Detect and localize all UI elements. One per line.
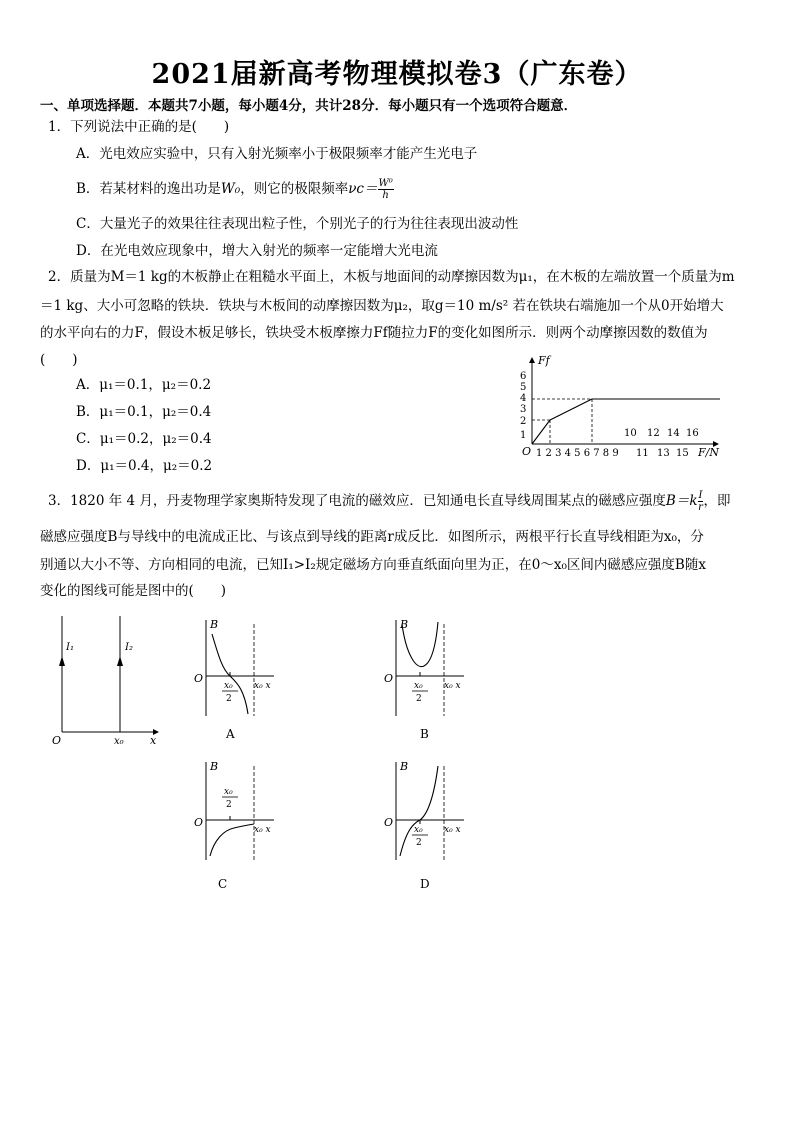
q3-caption-a: A <box>226 727 235 741</box>
q3-b-half-num: x₀ <box>414 681 423 691</box>
q2-line3: 的水平向右的力F，假设木板足够长，铁块受木板摩擦力Ff随拉力F的变化如图所示．则两个动摩擦因数的数值为 <box>40 325 708 341</box>
q2-ytick-1: 1 <box>520 430 527 441</box>
q3-num: I <box>698 490 703 501</box>
q3-den: r <box>698 502 703 513</box>
q2-ytick-2: 2 <box>520 416 527 427</box>
q3-line2: 磁感应强度B与导线中的电流成正比、与该点到导线的距离r成反比．如图所示，两根平行长直导线相距为x₀，分 <box>40 529 704 545</box>
q1-b-mid: ，则它的极限频率 <box>240 181 349 197</box>
q3-line1-pre: 3．1820 年 4 月，丹麦物理学家奥斯特发现了电流的磁效应．已知通电长直导线周围某点的磁感应强度 <box>48 493 666 509</box>
q3-d-half-den: 2 <box>416 838 422 848</box>
q3-b-b: B <box>400 618 409 631</box>
q1-option-d: D．在光电效应现象中，增大入射光的频率一定能增大光电流 <box>76 243 438 259</box>
q3-a-half-num: x₀ <box>224 681 233 691</box>
q1-stem: 1．下列说法中正确的是( ) <box>48 119 230 135</box>
q3-c-x0x: x₀ x <box>254 825 271 835</box>
q3-line1-post: ，即 <box>703 493 731 509</box>
q2-x-label: F/N <box>698 446 719 459</box>
q3-label-i1: I₁ <box>66 642 74 653</box>
q3-current-arrow-1 <box>59 656 65 666</box>
q2-y-label: Ff <box>538 354 550 367</box>
q2-xtick-16: 16 <box>686 428 699 439</box>
q3-c-b: B <box>210 760 219 773</box>
q1-b-num: W⁰ <box>378 178 393 189</box>
q3-a-half-den: 2 <box>226 694 232 704</box>
q2-segment-1 <box>532 420 550 444</box>
q3-c-curve <box>210 824 254 856</box>
q3-c-half-num: x₀ <box>224 787 233 797</box>
q3-label-x0: x₀ <box>114 736 124 747</box>
q2-xtick-10: 10 <box>624 428 637 439</box>
q3-b-half-den: 2 <box>416 694 422 704</box>
q2-xtick-11: 11 <box>636 448 649 459</box>
q3-d-half-num: x₀ <box>414 825 423 835</box>
q3-d-o: O <box>384 816 394 829</box>
q2-friction-graph <box>508 350 738 462</box>
page-title: 2021届新高考物理模拟卷3（广东卷） <box>151 59 643 90</box>
q2-line4: ( ) <box>40 352 78 368</box>
q1-b-fraction <box>378 178 394 201</box>
q2-ytick-5: 5 <box>520 382 527 393</box>
q3-graph-b <box>380 614 480 744</box>
q3-line1 <box>48 490 730 513</box>
q2-option-a: A．μ₁＝0.1，μ₂＝0.2 <box>76 377 212 393</box>
q2-ytick-3: 3 <box>520 404 527 415</box>
q2-option-d: D．μ₁＝0.4，μ₂＝0.2 <box>76 458 213 474</box>
q3-eq: B＝k <box>665 493 698 509</box>
q3-a-x0x: x₀ x <box>254 681 271 691</box>
q3-b-o: O <box>384 672 394 685</box>
q3-wire-figure <box>40 608 170 748</box>
q2-segment-2 <box>550 399 592 420</box>
q1-b-pre: B．若某材料的逸出功是 <box>76 181 221 197</box>
q3-b-x0x: x₀ x <box>444 681 461 691</box>
q2-option-c: C．μ₁＝0.2，μ₂＝0.4 <box>76 431 212 447</box>
q3-line4: 变化的图线可能是图中的( ) <box>40 583 227 599</box>
q2-ytick-4: 4 <box>520 393 527 404</box>
q2-xtick-14: 14 <box>667 428 680 439</box>
q3-d-b: B <box>400 760 409 773</box>
q2-ytick-6: 6 <box>520 371 527 382</box>
q3-caption-d: D <box>420 877 430 891</box>
q3-a-o: O <box>194 672 204 685</box>
q3-graph-a <box>190 614 290 744</box>
q3-caption-b: B <box>420 727 429 741</box>
q2-option-b: B．μ₁＝0.1，μ₂＝0.4 <box>76 404 212 420</box>
q1-b-den: h <box>382 190 389 201</box>
q3-line3: 别通以大小不等、方向相同的电流，已知I₁>I₂规定磁场方向垂直纸面向里为正，在0～x₀区间内磁感应强度B随x <box>40 557 706 573</box>
q1-b-nu: νc＝ <box>348 181 378 197</box>
q2-line1: 2．质量为M＝1 kg的木板静止在粗糙水平面上，木板与地面间的动摩擦因数为μ₁，在木板的左端放置一个质量为m <box>48 269 735 285</box>
q2-origin: O <box>522 445 532 458</box>
q1-option-b <box>76 178 394 201</box>
q3-c-half-den: 2 <box>226 800 232 810</box>
q2-xtick-12: 12 <box>647 428 660 439</box>
q1-b-w0: W₀ <box>220 181 241 197</box>
q2-xtick-13: 13 <box>657 448 670 459</box>
q3-caption-c: C <box>218 877 228 891</box>
q3-label-x: x <box>150 734 157 747</box>
section-heading: 一、单项选择题．本题共7小题，每小题4分，共计28分．每小题只有一个选项符合题意． <box>40 98 578 114</box>
q1-option-a: A．光电效应实验中，只有入射光频率小于极限频率才能产生光电子 <box>76 146 478 162</box>
q3-label-i2: I₂ <box>125 642 133 653</box>
q3-current-arrow-2 <box>117 656 123 666</box>
q1-option-c: C．大量光子的效果往往表现出粒子性，个别光子的行为往往表现出波动性 <box>76 216 519 232</box>
q3-graph-d <box>380 756 480 896</box>
q2-line2: ＝1 kg、大小可忽略的铁块．铁块与木板间的动摩擦因数为μ₂，取g＝10 m/s² 若在铁块右端施加一个从0开始增大 <box>40 298 724 314</box>
q3-c-o: O <box>194 816 204 829</box>
q3-d-x0x: x₀ x <box>444 825 461 835</box>
q2-xticks-low: 1 2 3 4 5 6 7 8 9 <box>536 448 619 459</box>
q3-a-b: B <box>210 618 219 631</box>
q3-label-o: O <box>52 734 62 747</box>
q3-graph-c <box>190 756 290 896</box>
q2-xtick-15: 15 <box>676 448 689 459</box>
